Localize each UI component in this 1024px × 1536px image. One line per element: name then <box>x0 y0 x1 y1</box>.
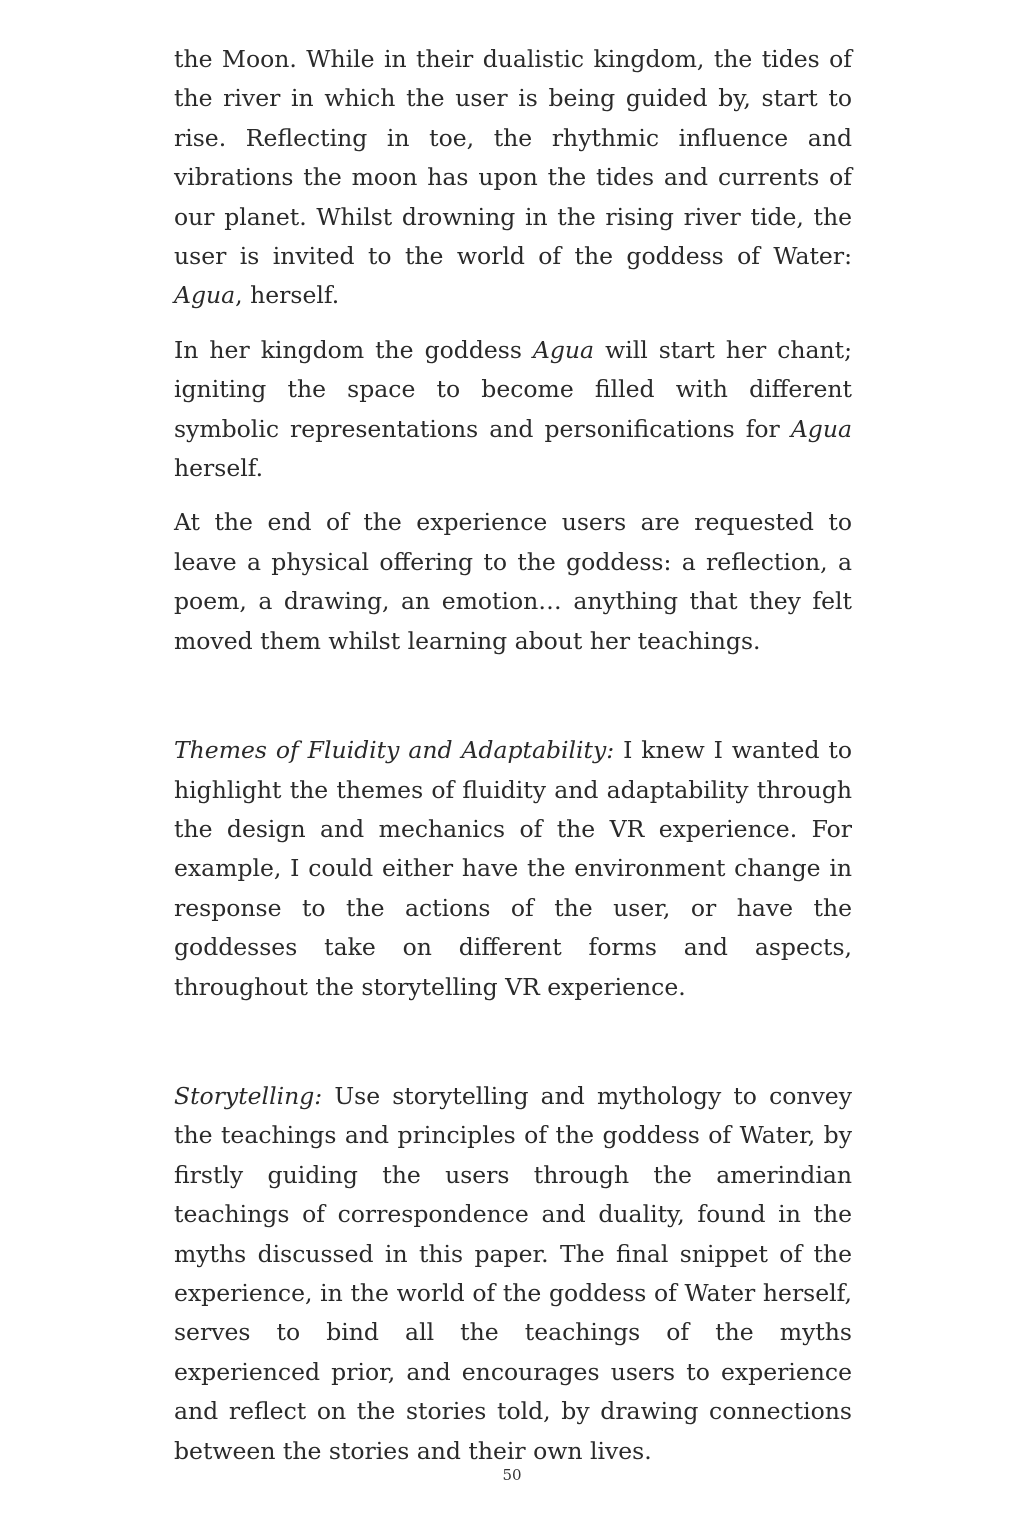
agua-italic: Agua <box>174 281 236 310</box>
paragraph-moon-tides <box>174 40 852 316</box>
page-body <box>174 40 852 1471</box>
paragraph-text: I knew I wanted to highlight the themes of fluidity and adaptability through the design and mechanics of the VR experience. For example, I could either have the environment change in response to the actions of the user, or have the goddesses take on different forms and aspects, throughout the storytelling VR experience. <box>174 736 852 1001</box>
page-number: 50 <box>502 1466 522 1484</box>
section-heading-italic: Themes of Fluidity and Adaptability: <box>174 736 615 765</box>
section-heading-italic: Storytelling: <box>174 1081 323 1110</box>
paragraph-text: Use storytelling and mythology to convey the teachings and principles of the goddess of Water, by firstly guiding the users through the amerindian teachings of correspondence and duality, found in the myths discussed in this paper. The final snippet of the experience, in the world of the goddess of Water herself, serves to bind all the teachings of the myths experienced prior, and encourages users to experience and reflect on the stories told, by drawing connections between the stories and their own lives. <box>174 1081 852 1465</box>
paragraph-text: will start her chant; igniting the space to become filled with different symbolic representations and personifications for <box>174 335 853 443</box>
paragraph-storytelling <box>174 1077 852 1471</box>
agua-italic: Agua <box>790 414 852 443</box>
paragraph-text: , herself. <box>235 281 340 310</box>
paragraph-agua-kingdom <box>174 331 852 489</box>
paragraph-text: In her kingdom the goddess <box>174 335 533 364</box>
paragraph-offering <box>174 503 852 661</box>
paragraph-text: the Moon. While in their dualistic kingdom, the tides of the river in which the user is being guided by, start to rise. Reflecting in toe, the rhythmic influence and vibrations the moon has upon the tides and currents of our planet. Whilst drowning in the rising river tide, the user is invited to the world of the goddess of Water: <box>174 45 852 271</box>
paragraph-text: herself. <box>174 454 264 483</box>
paragraph-fluidity <box>174 731 852 1007</box>
paragraph-text: At the end of the experience users are requested to leave a physical offering to the goddess: a reflection, a poem, a drawing, an emotion… anything that they felt moved them whilst learning about her teachings. <box>174 508 852 655</box>
agua-italic: Agua <box>532 335 595 364</box>
